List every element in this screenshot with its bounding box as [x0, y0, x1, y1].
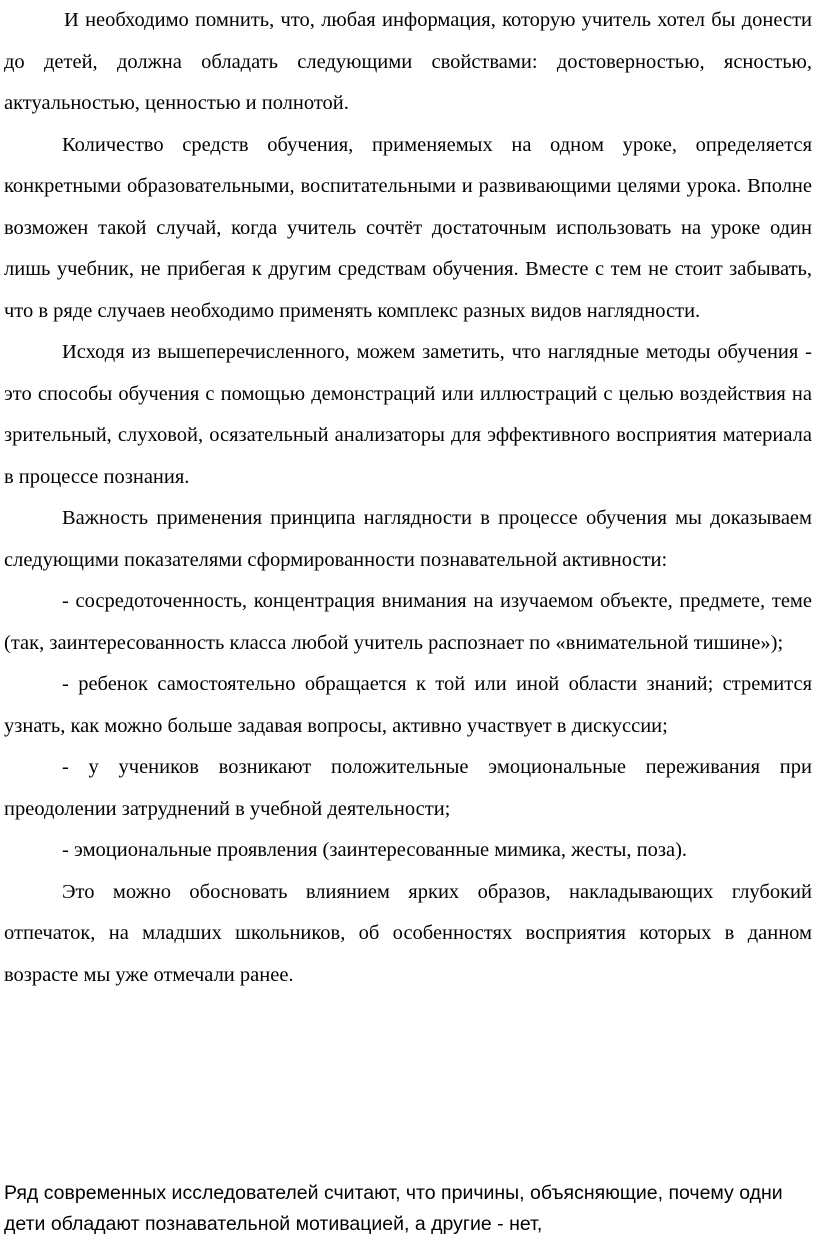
document-tail — [4, 1178, 794, 1240]
list-item-4: - эмоциональные проявления (заинтересованные мимика, жесты, поза). — [62, 839, 688, 861]
document-body — [4, 0, 812, 996]
list-item-1: - сосредоточенность, концентрация внимания на изучаемом объекте, предмете, теме (так, заинтересованность класса любой учитель распознает по «внимательной тишине»); — [4, 590, 812, 654]
paragraph-2: Количество средств обучения, применяемых на одном уроке, определяется конкретными образовательными, воспитательными и развивающими целями урока. Вполне возможен такой случай, когда учитель сочтёт достаточным использовать на уроке один лишь учебник, не прибегая к другим средствам обучения. Вместе с тем не стоит забывать, что в ряде случаев необходимо применять комплекс разных видов наглядности. — [4, 133, 812, 322]
paragraph-4: Важность применения принципа наглядности в процессе обучения мы доказываем следующими показателями сформированности познавательной активности: — [4, 507, 812, 571]
paragraph-3: Исходя из вышеперечисленного, можем заметить, что наглядные методы обучения - это способы обучения с помощью демонстраций или иллюстраций с целью воздействия на зрительный, слуховой, осязательный анализаторы для эффективного восприятия материала в процессе познания. — [4, 341, 812, 488]
list-item-2: - ребенок самостоятельно обращается к той или иной области знаний; стремится узнать, как можно больше задавая вопросы, активно участвует в дискуссии; — [4, 673, 812, 737]
paragraph-6: Ряд современных исследователей считают, что причины, объясняющие, почему одни дети обладают познавательной мотивацией, а другие - нет, — [4, 1182, 783, 1235]
paragraph-1: И необходимо помнить, что, любая информация, которую учитель хотел бы донести до детей, должна обладать следующими свойствами: достоверностью, ясностью, актуальностью, ценностью и полнотой. — [4, 9, 812, 114]
paragraph-5: Это можно обосновать влиянием ярких образов, накладывающих глубокий отпечаток, на младших школьников, об особенностях восприятия которых в данном возрасте мы уже отмечали ранее. — [4, 880, 812, 986]
list-item-3: - у учеников возникают положительные эмоциональные переживания при преодолении затруднений в учебной деятельности; — [4, 756, 812, 820]
